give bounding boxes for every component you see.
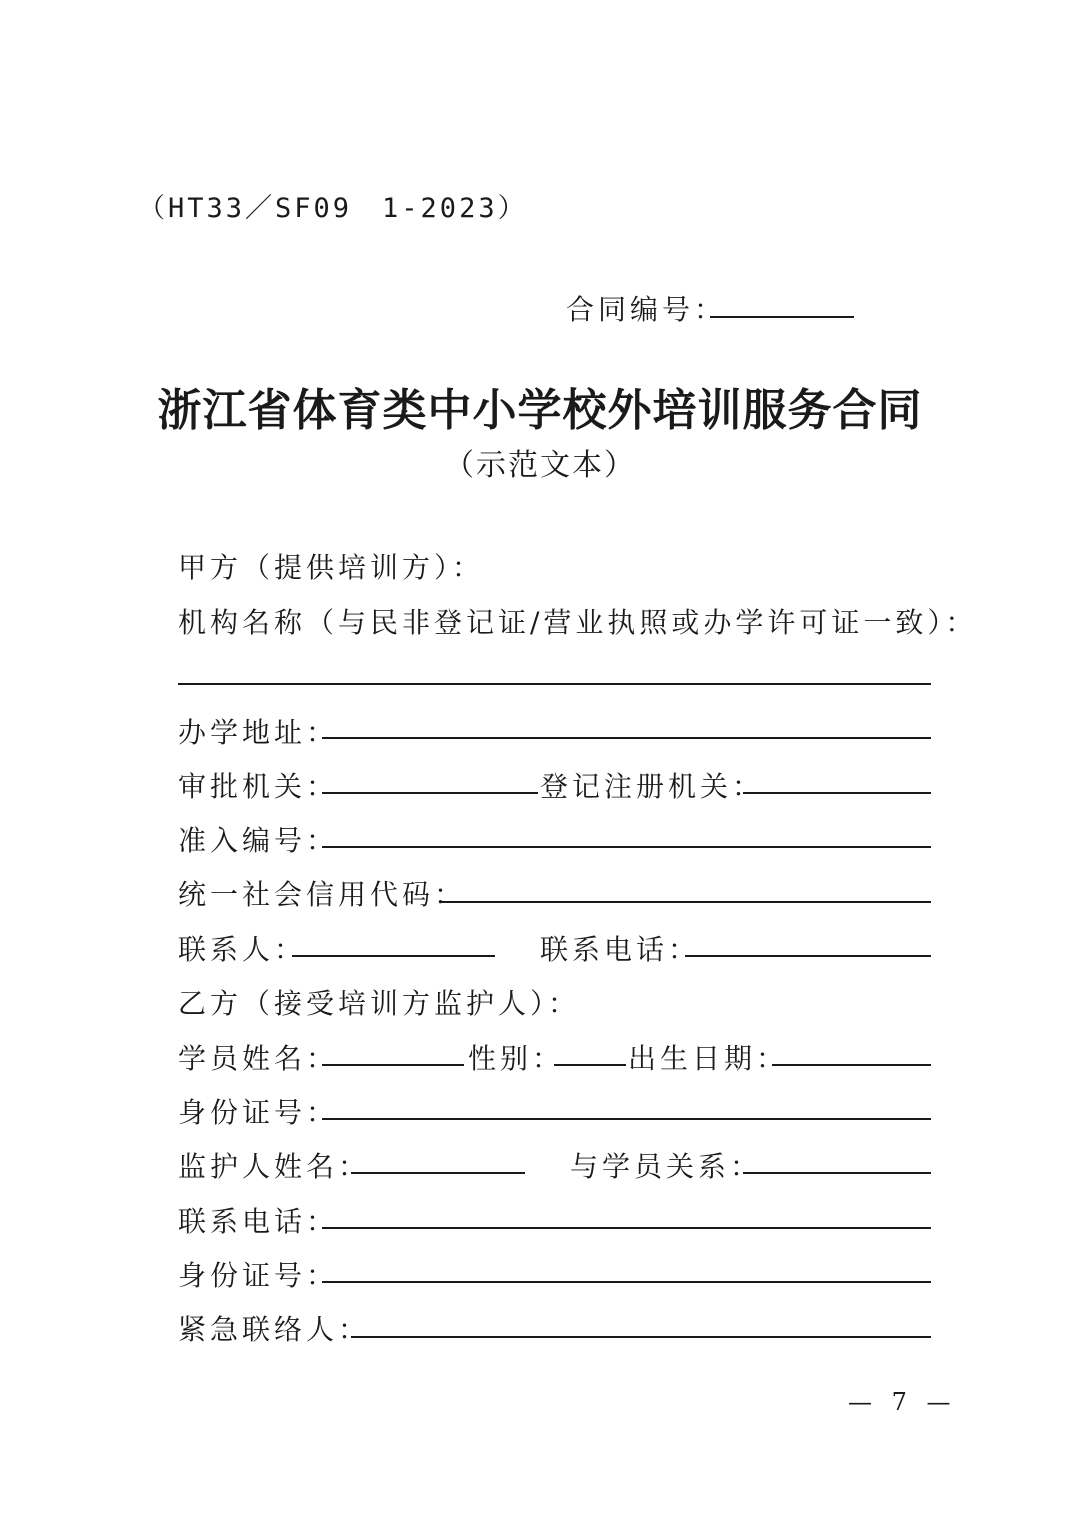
org-name-field[interactable] [178, 683, 931, 685]
registration-authority-field[interactable] [743, 792, 931, 794]
party-a-heading: 甲方（提供培训方）： [178, 551, 485, 584]
approval-authority-field[interactable] [322, 792, 538, 794]
access-number-field[interactable] [322, 846, 931, 848]
org-name-label: 机构名称（与民非登记证/营业执照或办学许可证一致）： [178, 606, 978, 639]
birth-date-field[interactable] [772, 1064, 931, 1066]
party-b-heading: 乙方（接受培训方监护人）： [178, 987, 581, 1020]
document-title: 浙江省体育类中小学校外培训服务合同 [157, 385, 923, 436]
emergency-contact-field[interactable] [351, 1336, 931, 1338]
access-number-label: 准入编号： [178, 824, 339, 857]
guardian-id-label: 身份证号： [178, 1259, 339, 1292]
contact-person-label: 联系人： [178, 933, 307, 966]
contact-person-field[interactable] [292, 955, 495, 957]
address-field[interactable] [322, 737, 931, 739]
page-number: — 7 — [848, 1388, 957, 1416]
guardian-phone-field[interactable] [322, 1227, 931, 1229]
student-id-field[interactable] [322, 1118, 931, 1120]
relation-label: 与学员关系： [570, 1150, 763, 1183]
address-label: 办学地址： [178, 716, 339, 749]
guardian-name-label: 监护人姓名： [178, 1150, 371, 1183]
contact-phone-label: 联系电话： [540, 933, 701, 966]
birth-date-label: 出生日期： [628, 1042, 789, 1075]
contract-number-label: 合同编号： [566, 293, 727, 326]
guardian-name-field[interactable] [351, 1172, 525, 1174]
relation-field[interactable] [743, 1172, 931, 1174]
guardian-phone-label: 联系电话： [178, 1205, 339, 1238]
registration-authority-label: 登记注册机关： [540, 770, 765, 803]
approval-authority-label: 审批机关： [178, 770, 339, 803]
gender-field[interactable] [554, 1064, 626, 1066]
student-name-field[interactable] [322, 1064, 464, 1066]
contact-phone-field[interactable] [685, 955, 931, 957]
gender-label: 性别： [468, 1042, 565, 1075]
contract-code: （HT33／SF09 1-2023） [138, 193, 528, 224]
contract-number-field[interactable] [710, 316, 854, 318]
credit-code-field[interactable] [440, 901, 931, 903]
credit-code-label: 统一社会信用代码： [178, 878, 467, 911]
guardian-id-field[interactable] [322, 1281, 931, 1283]
emergency-contact-label: 紧急联络人： [178, 1313, 371, 1346]
student-id-label: 身份证号： [178, 1096, 339, 1129]
document-subtitle: （示范文本） [444, 448, 636, 483]
student-name-label: 学员姓名： [178, 1042, 339, 1075]
